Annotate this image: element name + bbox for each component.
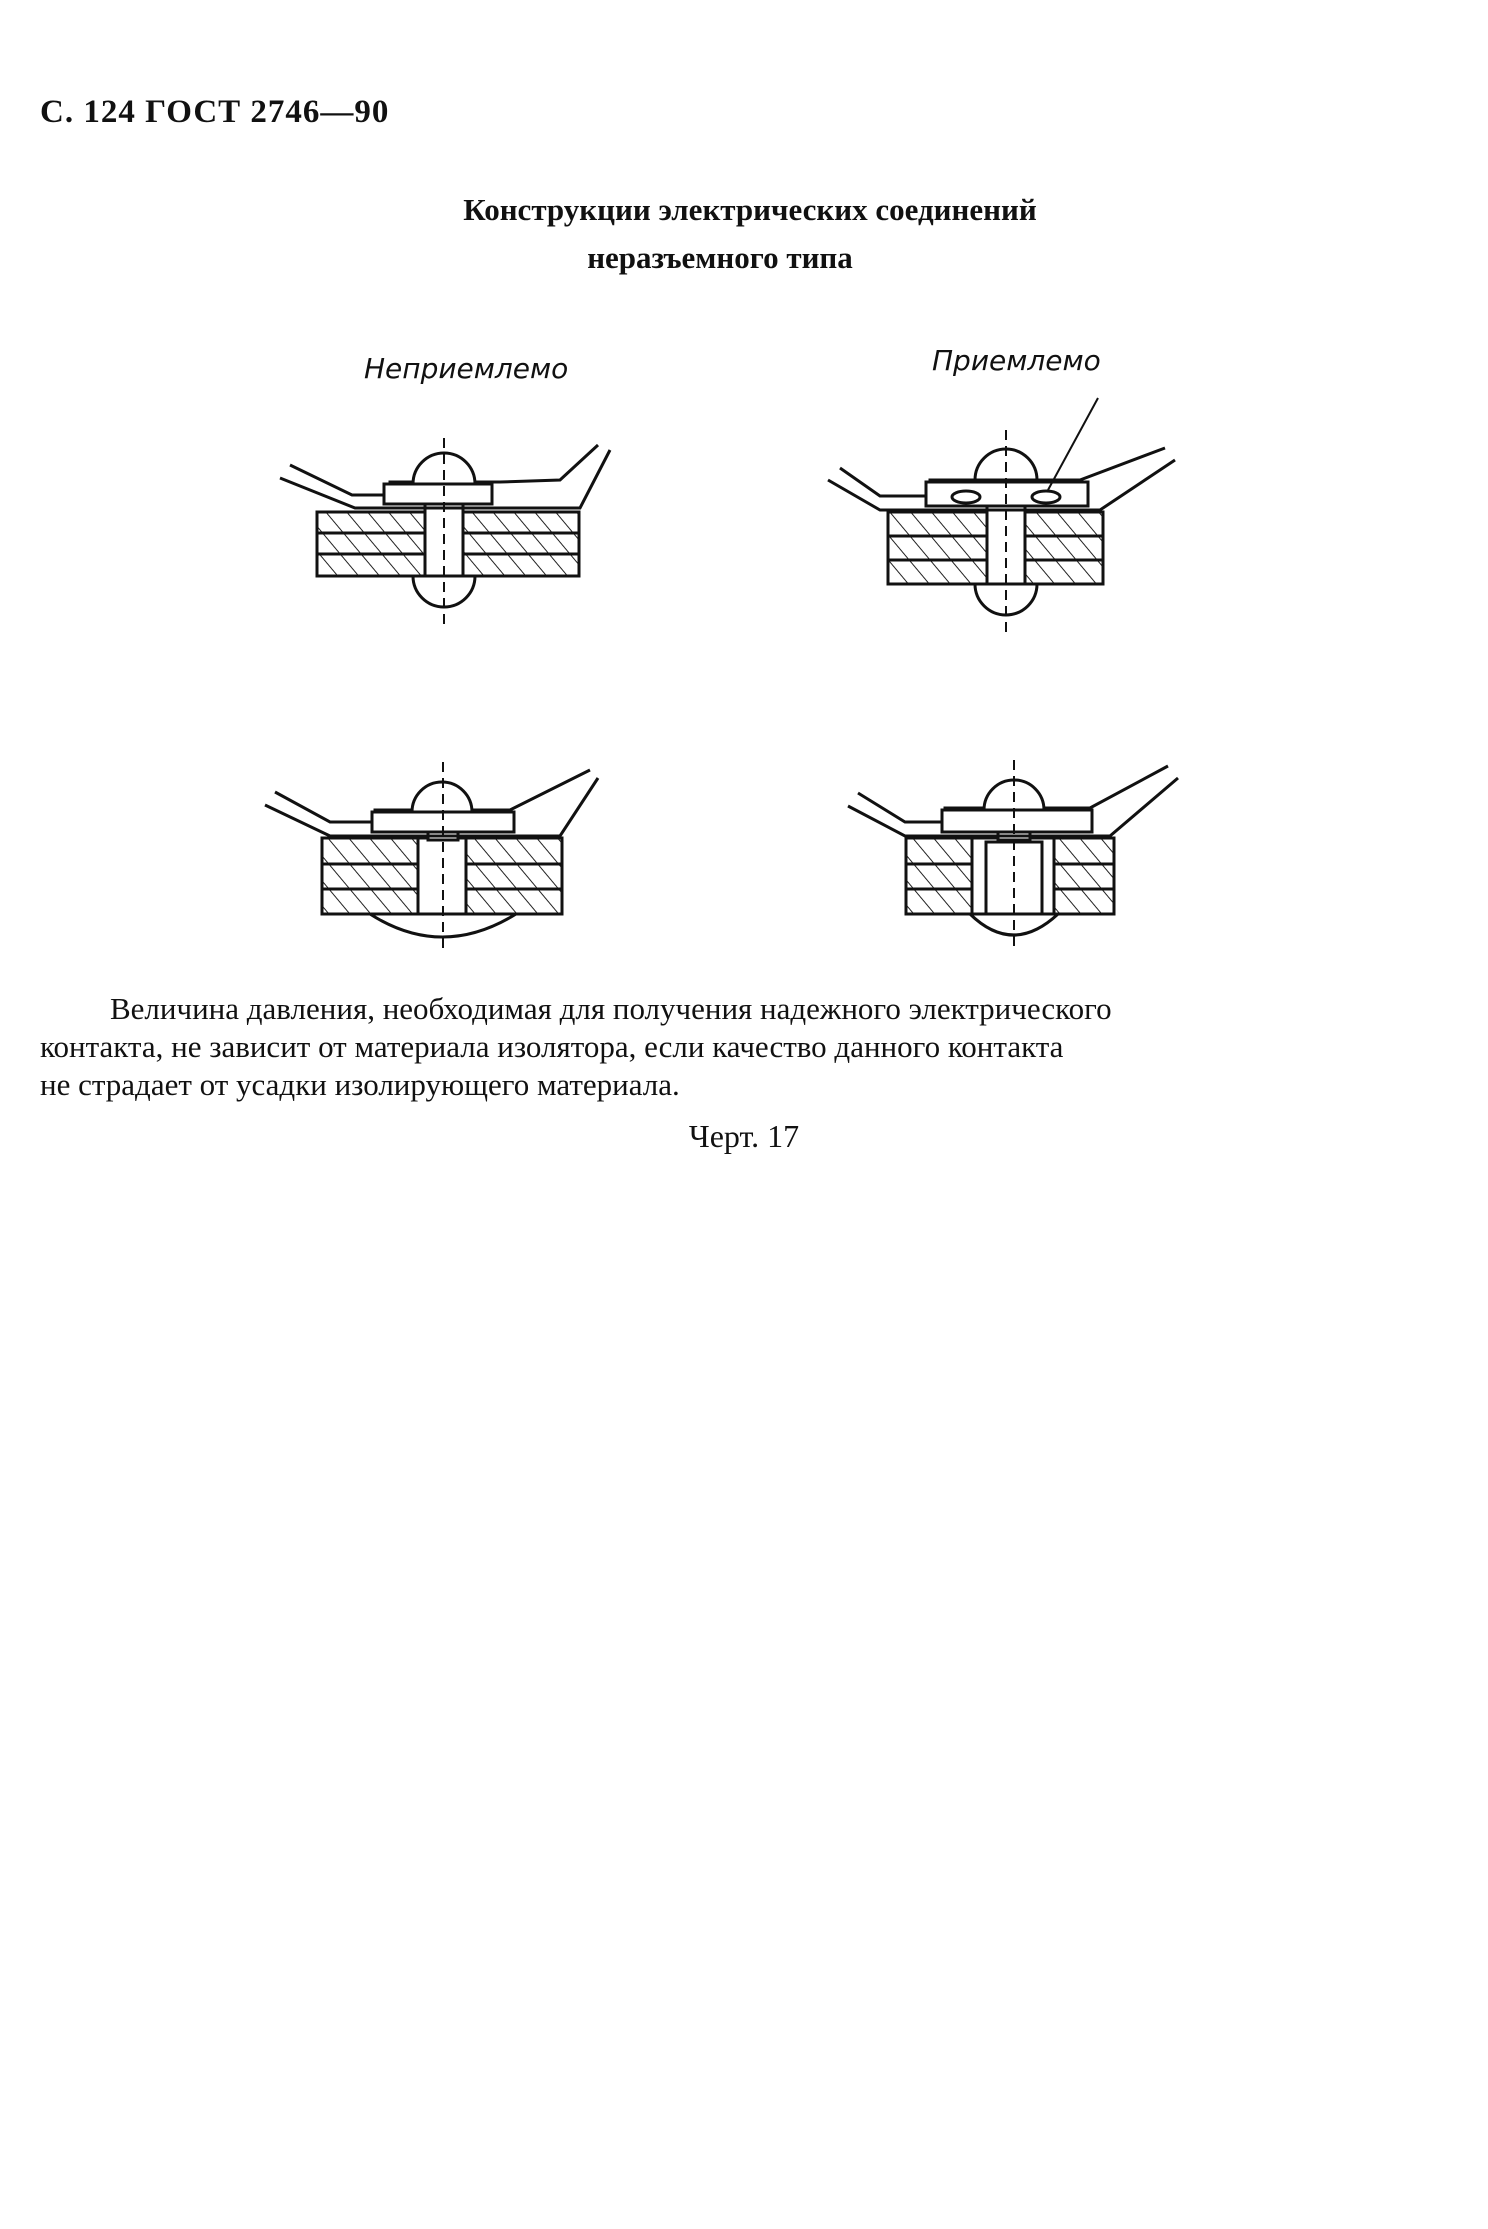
drawing-acceptable-rivet-2 — [848, 760, 1178, 948]
body-line-2: контакта, не зависит от материала изолятора, если качество данного контакта — [40, 1029, 1064, 1064]
drawing-acceptable-rivet-1 — [828, 398, 1175, 635]
figure-caption: Черт. 17 — [688, 1118, 800, 1154]
drawing-unacceptable-rivet-2 — [265, 762, 598, 950]
page-subtitle: неразъемного типа — [587, 240, 853, 275]
body-line-1: Величина давления, необходимая для получения надежного электрического — [110, 991, 1112, 1026]
body-paragraph — [40, 990, 1436, 1104]
page-title: Конструкции электрических соединений — [463, 192, 1037, 227]
drawing-unacceptable-rivet-1 — [280, 438, 610, 630]
label-acceptable: Приемлемо — [932, 344, 1101, 377]
label-unacceptable: Неприемлемо — [364, 352, 569, 385]
connection-drawings — [0, 0, 1488, 1000]
body-line-3: не страдает от усадки изолирующего материала. — [40, 1067, 680, 1102]
page-header: С. 124 ГОСТ 2746—90 — [40, 94, 390, 130]
